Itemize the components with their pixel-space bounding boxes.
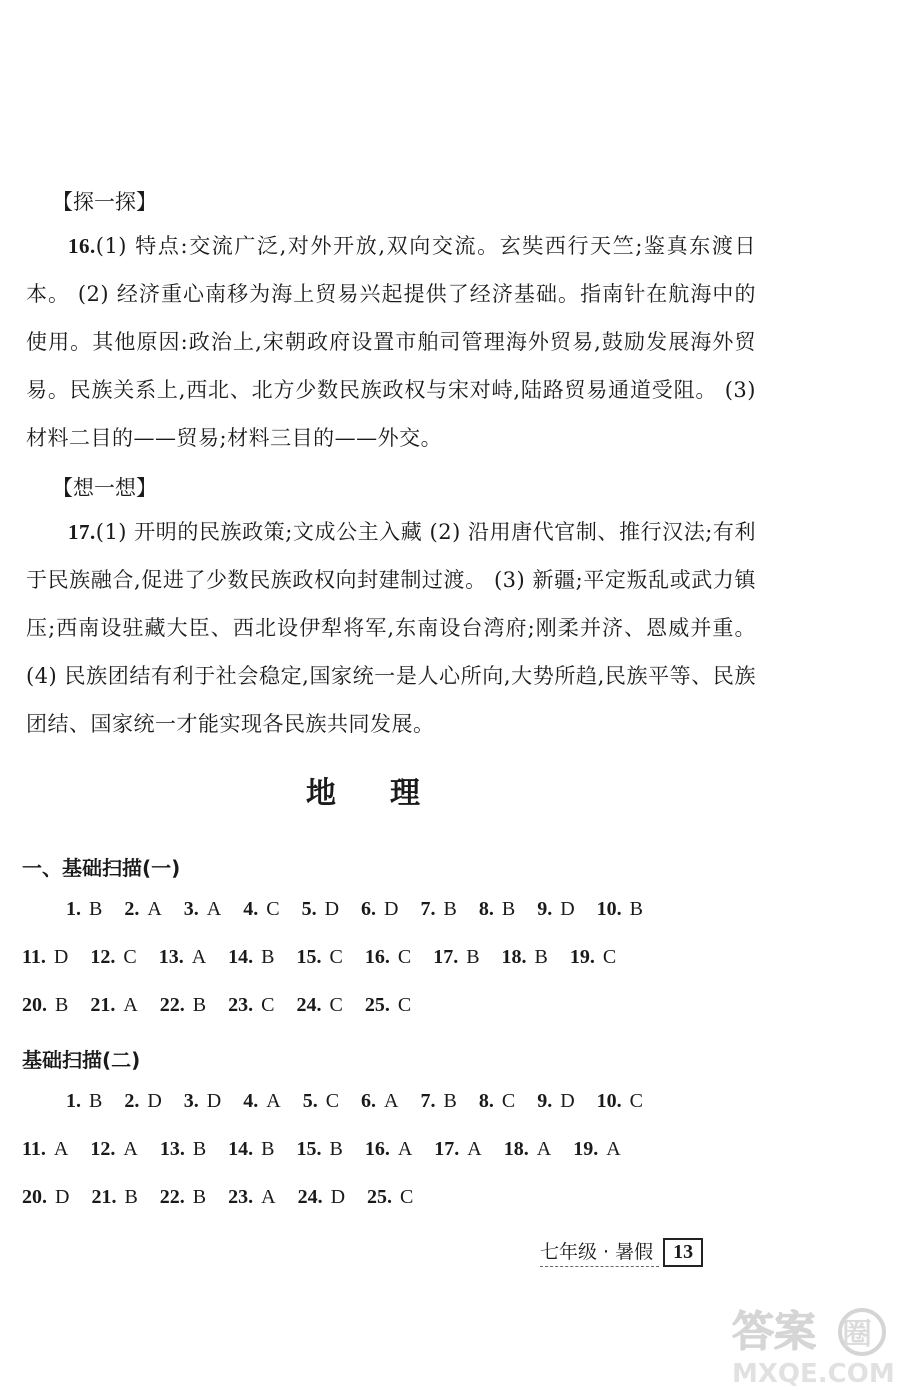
answer-number: 11.: [22, 1138, 46, 1160]
answer-item: [228, 1138, 274, 1161]
answer-choice: D: [53, 946, 69, 968]
answer-item: [124, 1090, 161, 1113]
answer-number: 6.: [361, 898, 377, 920]
answer-number: 23.: [228, 1186, 254, 1208]
answer-choice: C: [629, 1090, 643, 1112]
answer-item: [479, 1090, 515, 1113]
answer-choice: D: [384, 898, 399, 920]
answer-number: 20.: [22, 994, 47, 1016]
answer-number: 16.: [364, 946, 390, 968]
answer-item: [434, 1138, 481, 1161]
answer-choice: B: [501, 898, 516, 920]
answer-16: [26, 222, 756, 462]
question-number-17: 17.: [68, 520, 96, 544]
answer-choice: A: [536, 1138, 552, 1160]
answer-choice: C: [266, 898, 280, 920]
answer-item: [90, 1138, 137, 1161]
answer-item: [421, 898, 457, 921]
answer-choice: A: [123, 1138, 138, 1160]
answer-number: 8.: [478, 898, 494, 920]
answer-number: 20.: [22, 1186, 47, 1208]
answer-choice: A: [397, 1138, 413, 1160]
answer-item: [361, 898, 398, 921]
answer-choice: A: [606, 1138, 621, 1160]
answer-item: [160, 1186, 206, 1209]
answer-number: 15.: [296, 946, 322, 968]
answer-choice: D: [147, 1090, 162, 1112]
answer-number: 19.: [569, 946, 595, 968]
answer-choice: C: [325, 1090, 340, 1112]
answer-item: [537, 898, 574, 921]
answer-choice: D: [55, 1186, 70, 1208]
answer-number: 18.: [503, 1138, 529, 1160]
answer-number: 22.: [159, 994, 185, 1016]
answer-number: 19.: [573, 1138, 599, 1160]
answer-choice: C: [261, 994, 275, 1016]
answer-number: 4.: [243, 1090, 259, 1112]
answer-item: [22, 946, 68, 969]
answer-choice: B: [443, 1090, 457, 1112]
answer-item: [303, 1090, 339, 1113]
answer-item: [66, 1090, 102, 1113]
answer-choice: B: [261, 1138, 275, 1160]
answer-choice: C: [329, 994, 343, 1016]
answer-choice: C: [602, 946, 617, 968]
answer-item: [243, 898, 279, 921]
answer-number: 24.: [297, 1186, 323, 1208]
answer-17: [26, 508, 756, 748]
answer-item: [433, 946, 479, 969]
page-number: 13: [663, 1238, 703, 1267]
answer-item: [160, 1138, 206, 1161]
answer-choice: B: [192, 1186, 207, 1208]
answer-number: 7.: [420, 898, 436, 920]
scan-2-row-1: [66, 1090, 643, 1113]
answer-choice: D: [560, 1090, 575, 1112]
answer-item: [597, 1090, 643, 1113]
answer-number: 1.: [66, 1090, 81, 1112]
svg-text:圈: 圈: [842, 1317, 872, 1352]
answer-choice: A: [191, 946, 207, 968]
footer-label: 七年级 · 暑假: [540, 1237, 659, 1267]
answer-item: [91, 1186, 137, 1209]
scan-2-heading: 基础扫描(二): [22, 1048, 141, 1072]
answer-number: 6.: [361, 1090, 377, 1112]
answer-choice: D: [324, 898, 340, 920]
answer-number: 2.: [124, 898, 140, 920]
answer-item: [90, 946, 136, 969]
answer-choice: C: [329, 946, 343, 968]
answer-item: [570, 946, 616, 969]
answer-number: 7.: [420, 1090, 436, 1112]
answer-item: [421, 1090, 457, 1113]
answer-choice: C: [501, 1090, 516, 1112]
answer-number: 14.: [228, 1138, 254, 1160]
answer-choice: C: [397, 946, 412, 968]
scan-2-row-3: [22, 1186, 413, 1209]
answer-item: [367, 1186, 413, 1209]
answer-choice: A: [261, 1186, 276, 1208]
answer-number: 12.: [90, 1138, 116, 1160]
answer-choice: A: [53, 1138, 69, 1160]
answer-number: 25.: [367, 1186, 393, 1208]
scan-1-row-2: [22, 946, 616, 969]
answer-choice: B: [466, 946, 480, 968]
answer-choice: A: [206, 898, 222, 920]
answer-number: 13.: [159, 1138, 185, 1160]
scan-2-row-2: [22, 1138, 621, 1161]
answer-item: [160, 994, 206, 1017]
svg-text:答案: 答案: [732, 1307, 817, 1356]
answer-choice: B: [192, 994, 207, 1016]
answer-choice: B: [124, 1186, 138, 1208]
answer-item: [298, 1186, 345, 1209]
answer-choice: D: [206, 1090, 222, 1112]
answer-item: [365, 994, 411, 1017]
answer-number: 5.: [302, 1090, 318, 1112]
answer-number: 5.: [301, 898, 317, 920]
scan-1-row-3: [22, 994, 411, 1017]
answer-item: [66, 898, 102, 921]
answer-choice: D: [330, 1186, 346, 1208]
answer-item: [502, 946, 548, 969]
question-number-16: 16.: [68, 234, 96, 258]
answer-item: [90, 994, 137, 1017]
think-heading: 【想一想】: [52, 476, 157, 500]
page-footer: [540, 1232, 703, 1272]
answer-number: 25.: [364, 994, 390, 1016]
answer-choice: B: [629, 898, 643, 920]
answer-choice: A: [123, 994, 138, 1016]
svg-text:MXQE.COM: MXQE.COM: [732, 1359, 895, 1386]
answer-item: [597, 898, 643, 921]
answer-number: 9.: [537, 1090, 553, 1112]
answer-item: [361, 1090, 398, 1113]
explore-heading: 【探一探】: [52, 190, 157, 214]
answer-choice: B: [192, 1138, 207, 1160]
answer-choice: C: [397, 994, 412, 1016]
answer-item: [124, 898, 161, 921]
answer-item: [504, 1138, 551, 1161]
answer-16-text: (1) 特点:交流广泛,对外开放,双向交流。玄奘西行天竺;鉴真东渡日本。 (2) 经济重心南移为海上贸易兴起提供了经济基础。指南针在航海中的使用。其他原因:政治上,宋朝政府设置市舶司管理海外贸易,鼓励发展海外贸易。民族关系上,西北、北方少数民族政权与宋对峙,陆路贸易通道受阻。 (3) 材料二目的——贸易;材料三目的——外交。: [26, 234, 756, 450]
answer-item: [365, 946, 411, 969]
answer-item: [159, 946, 206, 969]
answer-number: 11.: [22, 946, 46, 968]
answer-choice: A: [467, 1138, 482, 1160]
answer-number: 9.: [537, 898, 553, 920]
answer-choice: A: [147, 898, 162, 920]
answer-item: [243, 1090, 280, 1113]
answer-choice: A: [384, 1090, 399, 1112]
answer-choice: B: [89, 1090, 103, 1112]
answer-number: 10.: [596, 898, 622, 920]
answer-number: 21.: [91, 1186, 117, 1208]
answer-item: [297, 1138, 343, 1161]
answer-choice: C: [400, 1186, 414, 1208]
answer-number: 8.: [478, 1090, 494, 1112]
answer-number: 10.: [596, 1090, 622, 1112]
answer-item: [573, 1138, 620, 1161]
scan-1-row-1: [66, 898, 643, 921]
answer-number: 1.: [66, 898, 81, 920]
answer-number: 12.: [90, 946, 116, 968]
answer-item: [479, 898, 515, 921]
answer-number: 21.: [90, 994, 116, 1016]
answer-item: [302, 898, 339, 921]
answer-choice: B: [329, 1138, 343, 1160]
answer-number: 17.: [434, 1138, 460, 1160]
answer-number: 24.: [296, 994, 322, 1016]
answer-choice: B: [261, 946, 275, 968]
answer-item: [365, 1138, 412, 1161]
answer-choice: B: [534, 946, 548, 968]
answer-number: 14.: [228, 946, 254, 968]
answer-choice: C: [123, 946, 137, 968]
answer-number: 13.: [158, 946, 184, 968]
answer-number: 15.: [296, 1138, 322, 1160]
answer-choice: B: [443, 898, 457, 920]
answer-number: 23.: [228, 994, 254, 1016]
section-title-geography: 地理: [306, 776, 474, 811]
answer-item: [297, 946, 343, 969]
answer-choice: B: [89, 898, 103, 920]
answer-number: 3.: [183, 898, 199, 920]
watermark-logo: [726, 1302, 896, 1386]
answer-item: [228, 946, 274, 969]
scan-1-heading: 一、基础扫描(一): [22, 856, 181, 880]
answer-item: [537, 1090, 574, 1113]
answer-item: [296, 994, 342, 1017]
answer-item: [184, 1090, 221, 1113]
answer-number: 17.: [433, 946, 459, 968]
answer-number: 18.: [501, 946, 527, 968]
answer-item: [228, 994, 274, 1017]
answer-number: 4.: [243, 898, 259, 920]
answer-number: 2.: [124, 1090, 140, 1112]
answer-17-text: (1) 开明的民族政策;文成公主入藏 (2) 沿用唐代官制、推行汉法;有利于民族融合,促进了少数民族政权向封建制过渡。 (3) 新疆;平定叛乱或武力镇压;西南设驻藏大臣、西北设伊犁将军,东南设台湾府;刚柔并济、恩威并重。 (4) 民族团结有利于社会稳定,国家统一是人心所向,大势所趋,民族平等、民族团结、国家统一才能实现各民族共同发展。: [26, 520, 756, 736]
answer-item: [228, 1186, 275, 1209]
answer-item: [184, 898, 221, 921]
answer-number: 22.: [159, 1186, 185, 1208]
answer-number: 3.: [183, 1090, 199, 1112]
answer-item: [22, 1186, 69, 1209]
answer-choice: A: [266, 1090, 281, 1112]
answer-choice: D: [560, 898, 575, 920]
answer-item: [22, 994, 68, 1017]
answer-item: [22, 1138, 68, 1161]
answer-number: 16.: [364, 1138, 390, 1160]
answer-choice: B: [55, 994, 69, 1016]
